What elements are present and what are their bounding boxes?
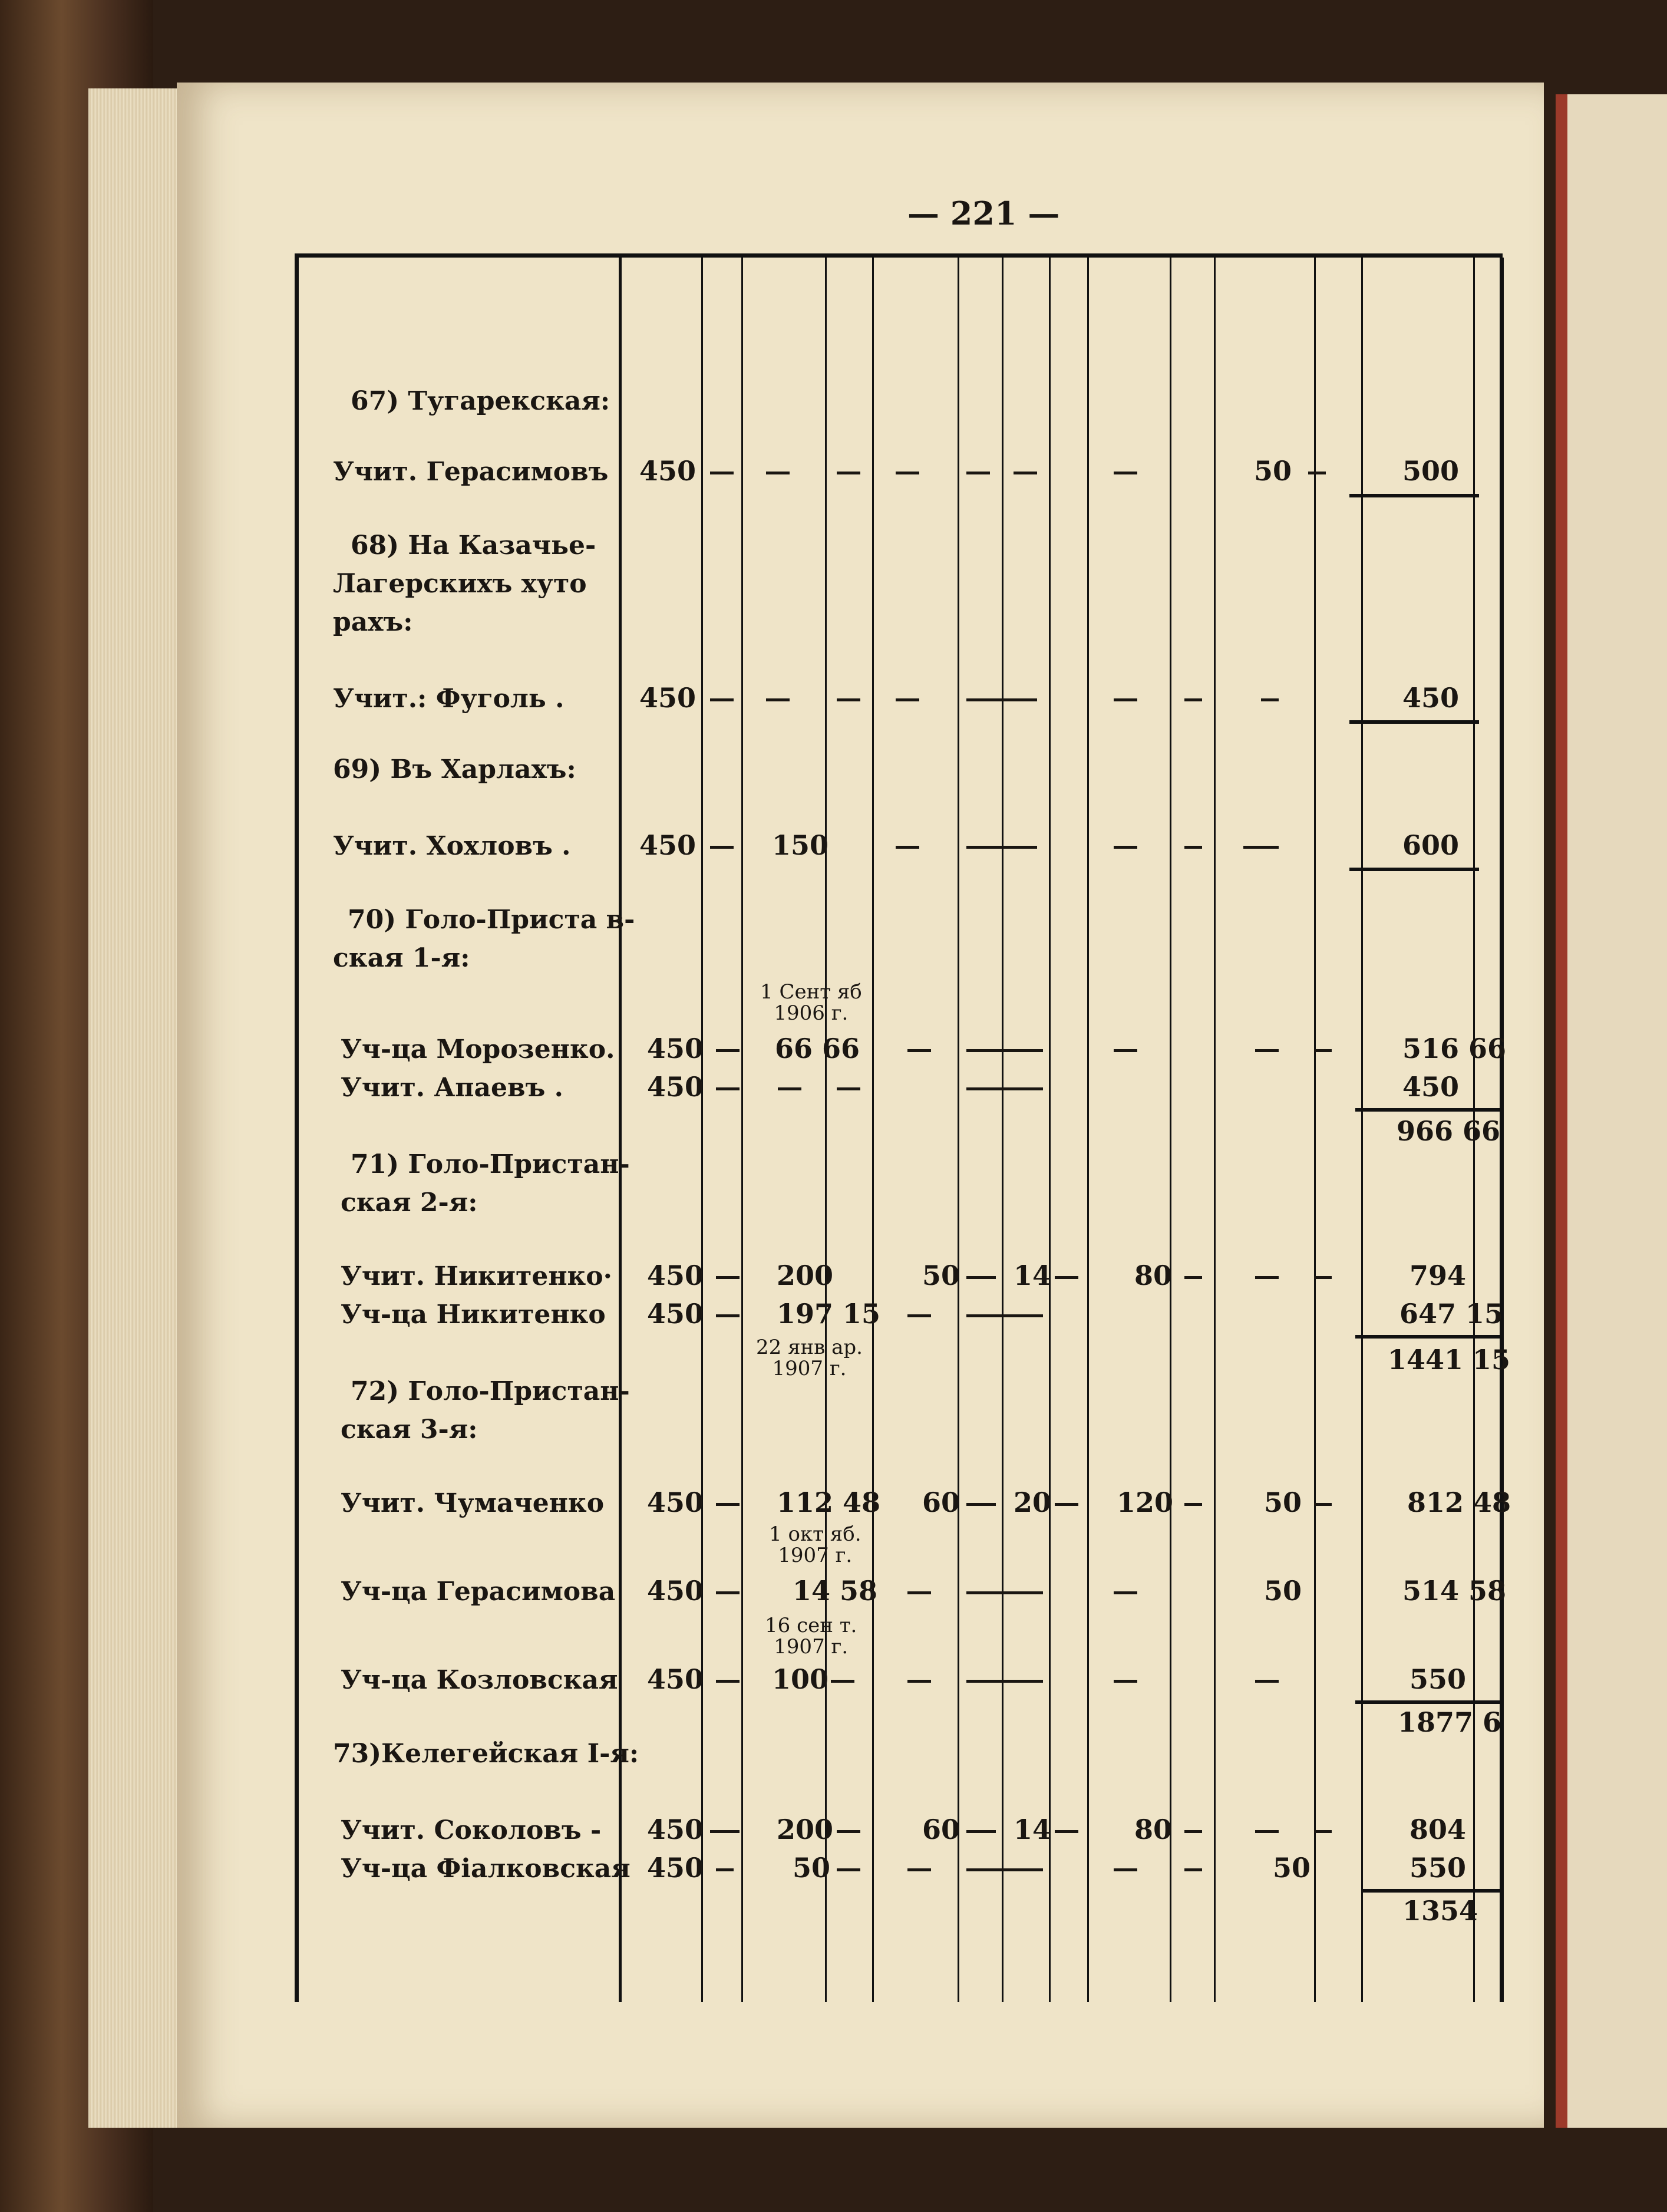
empty-cell-dash: [1114, 1868, 1137, 1871]
salary-value: 450: [647, 1033, 704, 1064]
value-cell: 20: [1014, 1486, 1052, 1518]
total-underline: [1355, 1108, 1500, 1112]
empty-cell-dash: [1055, 1276, 1078, 1279]
teacher-name: Учит. Чумаченко: [341, 1488, 605, 1518]
empty-cell-dash: [907, 1591, 931, 1594]
empty-cell-dash: [1184, 846, 1202, 849]
empty-cell-dash: [778, 1087, 801, 1090]
empty-cell-dash: [710, 472, 734, 474]
col-divider: [701, 258, 703, 2002]
page-number: — 221 —: [907, 195, 1060, 232]
value-cell: 80: [1134, 1814, 1173, 1845]
empty-cell-dash: [966, 472, 990, 474]
date-note: 22 янв ар. 1907 г.: [756, 1336, 863, 1380]
school-header: 69) Въ Харлахъ:: [333, 754, 576, 784]
value-cell: 50: [1264, 1486, 1302, 1518]
date-note: 1 окт яб. 1907 г.: [769, 1522, 861, 1567]
empty-cell-dash: [907, 1680, 931, 1683]
empty-cell-dash: [1255, 1049, 1279, 1052]
col-divider: [1087, 258, 1089, 2002]
teacher-name: Учит. Соколовъ -: [341, 1815, 602, 1845]
empty-cell-dash: [907, 1868, 931, 1871]
date-note: 1 Сент яб 1906 г.: [760, 980, 862, 1025]
col-divider: [1049, 258, 1051, 2002]
total-value: 450: [1402, 682, 1460, 714]
empty-cell-dash: [710, 698, 734, 701]
salary-value: 450: [639, 455, 696, 487]
empty-cell-dash: [1114, 1049, 1137, 1052]
empty-cell-dash: [1255, 1830, 1279, 1833]
empty-cell-dash: [837, 1830, 860, 1833]
col-divider: [1361, 258, 1363, 2002]
empty-cell-dash: [966, 1830, 996, 1833]
empty-cell-dash: [1255, 1276, 1279, 1279]
col-divider: [872, 258, 874, 2002]
empty-cell-dash: [907, 1049, 931, 1052]
empty-cell-dash: [716, 1591, 740, 1594]
empty-cell-dash: [1255, 1680, 1279, 1683]
teacher-name: Уч-ца Морозенко.: [341, 1034, 615, 1064]
col-divider: [825, 258, 827, 2002]
total-underline: [1349, 494, 1479, 497]
empty-cell-dash: [966, 1591, 1043, 1594]
school-header-cont: Лагерскихъ хуто: [333, 569, 587, 599]
total-value: 500: [1402, 455, 1460, 487]
subtotal-value: 1354: [1402, 1895, 1478, 1927]
school-header: 67) Тугарекская:: [351, 386, 610, 416]
empty-cell-dash: [716, 1087, 740, 1090]
empty-cell-dash: [1314, 1276, 1332, 1279]
empty-cell-dash: [1314, 1049, 1332, 1052]
subtotal-value: 966 66: [1397, 1115, 1501, 1147]
value-cell: 50: [1264, 1575, 1302, 1607]
value-cell: 50: [1273, 1852, 1311, 1884]
value-cell: 14: [1014, 1260, 1052, 1291]
empty-cell-dash: [716, 1276, 740, 1279]
salary-value: 450: [647, 1298, 704, 1330]
empty-cell-dash: [716, 1503, 740, 1506]
teacher-name: Учит.: Фуголь .: [333, 684, 565, 714]
value-cell: 80: [1134, 1260, 1173, 1291]
col-divider: [1170, 258, 1171, 2002]
total-value: 516 66: [1402, 1033, 1507, 1064]
empty-cell-dash: [716, 1868, 734, 1871]
empty-cell-dash: [1114, 698, 1137, 701]
salary-value: 450: [639, 829, 696, 861]
empty-cell-dash: [1184, 1868, 1202, 1871]
supplement-value: 66 66: [775, 1033, 860, 1064]
school-header: 71) Голо-Пристан-: [351, 1149, 630, 1179]
teacher-name: Учит. Хохловъ .: [333, 831, 571, 861]
supplement-value: 112 48: [777, 1486, 881, 1518]
empty-cell-dash: [1114, 472, 1137, 474]
subtotal-value: 1441 15: [1388, 1344, 1511, 1376]
supplement-value: 50: [793, 1852, 831, 1884]
empty-cell-dash: [1314, 1503, 1332, 1506]
col-divider: [1002, 258, 1003, 2002]
supplement-value: 100: [772, 1663, 829, 1695]
salary-value: 450: [647, 1663, 704, 1695]
supplement-value: 150: [772, 829, 829, 861]
empty-cell-dash: [766, 698, 790, 701]
empty-cell-dash: [837, 472, 860, 474]
total-value: 812 48: [1407, 1486, 1511, 1518]
empty-cell-dash: [1184, 1830, 1202, 1833]
salary-value: 450: [647, 1814, 704, 1845]
empty-cell-dash: [1308, 472, 1326, 474]
salary-value: 450: [647, 1486, 704, 1518]
total-value: 794: [1409, 1260, 1467, 1291]
school-header: 72) Голо-Пристан-: [351, 1376, 630, 1406]
total-value: 450: [1402, 1071, 1460, 1103]
empty-cell-dash: [966, 1868, 1043, 1871]
total-value: 550: [1409, 1852, 1467, 1884]
empty-cell-dash: [831, 1680, 854, 1683]
value-cell: 120: [1117, 1486, 1174, 1518]
salary-value: 450: [647, 1852, 704, 1884]
facing-page: [1567, 94, 1667, 2128]
school-header: 70) Голо-Приста в-: [348, 905, 635, 935]
empty-cell-dash: [966, 698, 1037, 701]
value-cell: 60: [922, 1486, 960, 1518]
subtotal-value: 1877 6: [1398, 1706, 1502, 1738]
value-cell: 50: [922, 1260, 960, 1291]
supplement-value: 200: [777, 1260, 834, 1291]
school-header-cont: ская 1-я:: [333, 943, 470, 973]
school-header-cont: ская 3-я:: [341, 1415, 478, 1445]
school-header: 73)Келегейская I-я:: [333, 1739, 639, 1769]
empty-cell-dash: [1114, 1680, 1137, 1683]
teacher-name: Учит. Герасимовъ: [333, 457, 609, 487]
total-value: 514 58: [1402, 1575, 1507, 1607]
empty-cell-dash: [966, 1314, 1043, 1317]
teacher-name: Уч-ца Фіалковская: [341, 1854, 631, 1884]
teacher-name: Учит. Никитенко·: [341, 1261, 612, 1291]
empty-cell-dash: [710, 846, 734, 849]
empty-cell-dash: [896, 472, 919, 474]
empty-cell-dash: [837, 1868, 860, 1871]
total-value: 600: [1402, 829, 1460, 861]
total-value: 804: [1409, 1814, 1467, 1845]
empty-cell-dash: [1261, 698, 1279, 701]
supplement-value: 197 15: [777, 1298, 881, 1330]
value-cell: 14: [1014, 1814, 1052, 1845]
total-underline: [1361, 1889, 1500, 1893]
col-divider: [1214, 258, 1216, 2002]
empty-cell-dash: [837, 698, 860, 701]
school-header-cont: ская 2-я:: [341, 1188, 478, 1218]
date-note: 16 сен т. 1907 г.: [765, 1614, 857, 1659]
empty-cell-dash: [907, 1314, 931, 1317]
total-underline: [1355, 1700, 1500, 1704]
empty-cell-dash: [1055, 1503, 1078, 1506]
empty-cell-dash: [1314, 1830, 1332, 1833]
table-left-border: [295, 258, 299, 2002]
empty-cell-dash: [966, 846, 1037, 849]
total-underline: [1355, 1335, 1500, 1339]
teacher-name: Уч-ца Герасимова: [341, 1577, 616, 1607]
empty-cell-dash: [716, 1049, 740, 1052]
empty-cell-dash: [1114, 1591, 1137, 1594]
value-cell: 60: [922, 1814, 960, 1845]
empty-cell-dash: [1184, 1503, 1202, 1506]
supplement-value: 14 58: [793, 1575, 878, 1607]
col-divider: [958, 258, 959, 2002]
school-header: 68) На Казачье-: [351, 530, 596, 561]
empty-cell-dash: [716, 1314, 740, 1317]
col-divider: [1314, 258, 1316, 2002]
empty-cell-dash: [1014, 472, 1037, 474]
empty-cell-dash: [966, 1087, 1043, 1090]
empty-cell-dash: [896, 846, 919, 849]
col-divider: [741, 258, 743, 2002]
empty-cell-dash: [1184, 1276, 1202, 1279]
empty-cell-dash: [1243, 846, 1279, 849]
teacher-name: Уч-ца Никитенко: [341, 1300, 606, 1330]
empty-cell-dash: [896, 698, 919, 701]
empty-cell-dash: [716, 1680, 740, 1683]
school-header-cont: рахъ:: [333, 607, 413, 637]
salary-value: 450: [647, 1071, 704, 1103]
total-underline: [1349, 868, 1479, 871]
value-cell: 50: [1254, 455, 1292, 487]
total-value: 550: [1409, 1663, 1467, 1695]
supplement-value: 200: [777, 1814, 834, 1845]
teacher-name: Учит. Апаевъ .: [341, 1073, 563, 1103]
total-underline: [1349, 720, 1479, 724]
total-value: 647 15: [1399, 1298, 1504, 1330]
empty-cell-dash: [837, 1087, 860, 1090]
empty-cell-dash: [1184, 698, 1202, 701]
empty-cell-dash: [1055, 1830, 1078, 1833]
empty-cell-dash: [710, 1830, 740, 1833]
empty-cell-dash: [966, 1680, 1043, 1683]
empty-cell-dash: [1114, 846, 1137, 849]
teacher-name: Уч-ца Козловская: [341, 1665, 618, 1695]
salary-value: 450: [647, 1260, 704, 1291]
empty-cell-dash: [966, 1503, 996, 1506]
empty-cell-dash: [766, 472, 790, 474]
salary-value: 450: [647, 1575, 704, 1607]
empty-cell-dash: [966, 1049, 1043, 1052]
salary-value: 450: [639, 682, 696, 714]
empty-cell-dash: [966, 1276, 996, 1279]
